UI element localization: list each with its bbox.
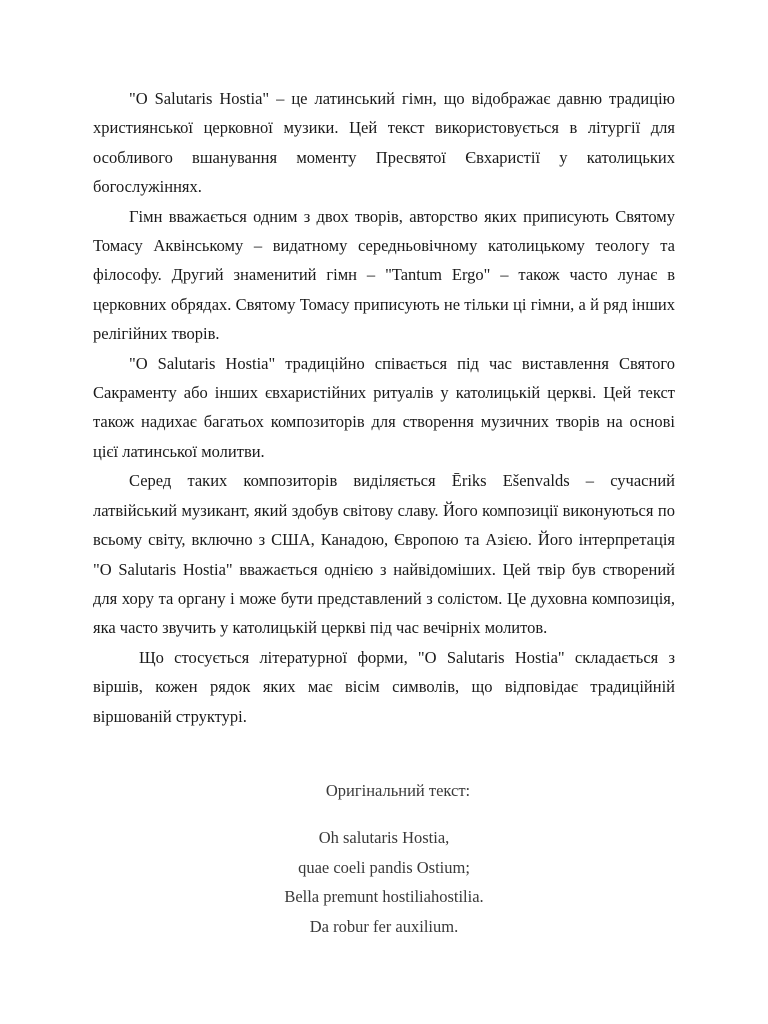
document-body bbox=[93, 84, 675, 731]
poem-line: Oh salutaris Hostia, bbox=[318, 828, 450, 847]
poem-line: quae coeli pandis Ostium; bbox=[298, 857, 470, 877]
paragraph: Що стосується літературної форми, "O Salutaris Hostia" складається з віршів, кожен рядок яких має вісім символів, що відповідає традиційній віршованій структурі. bbox=[93, 647, 675, 726]
poem-line: Da robur fer auxilium. bbox=[309, 916, 459, 936]
original-text-heading: Оригінальний текст: bbox=[325, 781, 471, 800]
paragraph: Серед таких композиторів виділяється Ēriks Ešenvalds – сучасний латвійський музикант, який здобув світову славу. Його композиції виконуються по всьому світу, включно з США, Канадою, Європою та Азією. Його інтерпретація "O Salutaris Hostia" вважається однією з найвідоміших. Цей твір був створений для хору та органу і може бути представлений з солістом. Це духовна композиція, яка часто звучить у католицькій церкві під час вечірніх молитов. bbox=[93, 471, 675, 638]
paragraph: Гімн вважається одним з двох творів, авторство яких приписують Святому Томасу Аквінському – видатному середньовічному католицькому теологу та філософу. Другий знаменитий гімн – "Tantum Ergo" – також часто лунає в церковних обрядах. Святому Томасу приписують не тільки ці гімни, а й ряд інших релігійних творів. bbox=[93, 206, 675, 344]
poem-block bbox=[93, 823, 675, 941]
paragraph: "O Salutaris Hostia" – це латинський гімн, що відображає давню традицію християнської церковної музики. Цей текст використовується в літургії для особливого вшанування моменту Пресвятої Євхаристії у католицьких богослужіннях. bbox=[93, 89, 675, 197]
poem-line: Bella premunt hostiliahostilia. bbox=[284, 887, 484, 906]
paragraph: "O Salutaris Hostia" традиційно співається під час виставлення Святого Сакраменту або інших євхаристійних ритуалів у католицькій церкві. Цей текст також надихає багатьох композиторів для створення музичних творів на основі цієї латинської молитви. bbox=[93, 353, 675, 461]
